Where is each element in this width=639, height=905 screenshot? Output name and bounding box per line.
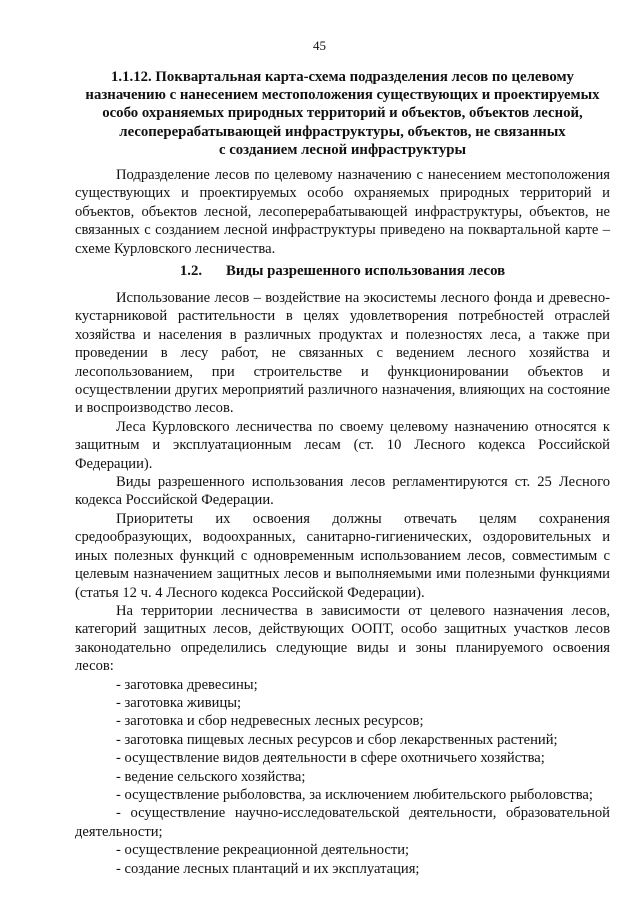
body-text: [75, 289, 610, 878]
list-item: - заготовка и сбор недревесных лесных ресурсов;: [116, 713, 424, 730]
list-item: - осуществление рекреационной деятельности;: [116, 842, 410, 859]
section-heading-line: особо охраняемых природных территорий и объектов, объектов лесной,: [102, 105, 583, 122]
list-item: - заготовка живицы;: [116, 694, 242, 711]
list-item: - осуществление видов деятельности в сфере охотничьего хозяйства;: [116, 750, 545, 767]
paragraph: Виды разрешенного использования лесов регламентируются ст. 25 Лесного кодекса Российской Федерации.: [75, 474, 610, 509]
paragraph: Леса Курловского лесничества по своему целевому назначению относятся к защитным и эксплуатационным лесам (ст. 10 Лесного кодекса Российской Федерации).: [75, 418, 610, 472]
list-item: - создание лесных плантаций и их эксплуатация;: [116, 860, 420, 877]
subsection-number: 1.2.: [179, 263, 203, 279]
list-item: - осуществление рыболовства, за исключением любительского рыболовства;: [116, 786, 593, 803]
list-item: - осуществление научно-исследовательской деятельности, образовательной деятельности;: [75, 805, 610, 840]
paragraph: Использование лесов – воздействие на экосистемы лесного фонда и древесно-кустарниковой растительности в целях удовлетворения потребностей отраслей хозяйства и населения в различных продуктах и полезностях леса, а также при проведении в лесу работ, не связанных с ведением лесного хозяйства и лесопользованием, при строительстве и функционировании объектов и осуществлении других мероприятий различного назначения, влияющих на состояние и воспроизводство лесов.: [75, 290, 610, 417]
list-item: - ведение сельского хозяйства;: [116, 768, 306, 785]
paragraph: Приоритеты их освоения должны отвечать целям сохранения средообразующих, водоохранных, санитарно-гигиенических, оздоровительных и иных полезных функций с одновременным использованием лесов, совместимым с целевым назначением защитных лесов и выполняемыми ими полезными функциями (статья 12 ч. 4 Лесного кодекса Российской Федерации).: [75, 510, 610, 601]
section-heading-line: с созданием лесной инфраструктуры: [218, 141, 467, 158]
paragraph: На территории лесничества в зависимости от целевого назначения лесов, категорий защитных лесов, действующих ООПТ, особо защитных участков лесов законодательно определились следующие виды и зоны планируемого освоения лесов:: [75, 602, 610, 675]
section-heading-line: 1.1.12. Поквартальная карта-схема подразделения лесов по целевому: [111, 69, 574, 85]
usage-list: [75, 676, 610, 878]
section-heading-line: назначению с нанесением местоположения существующих и проектируемых: [85, 87, 600, 104]
section-heading: [75, 68, 610, 159]
intro-paragraph: Подразделение лесов по целевому назначению с нанесением местоположения существующих и проектируемых особо охраняемых природных территорий и объектов, объектов лесной, лесоперерабатывающей инфраструктуры, объектов, не связанных с созданием лесной инфраструктуры приведено на поквартальной карте – схеме Курловского лесничества.: [75, 167, 610, 257]
subsection-heading: [75, 262, 610, 280]
section-heading-line: лесоперерабатывающей инфраструктуры, объектов, не связанных: [119, 123, 566, 140]
list-item: - заготовка пищевых лесных ресурсов и сбор лекарственных растений;: [116, 731, 558, 748]
subsection-title: Виды разрешенного использования лесов: [226, 263, 506, 279]
page-number: 45: [313, 38, 326, 53]
list-item: - заготовка древесины;: [116, 676, 258, 693]
intro-section: [75, 166, 610, 258]
